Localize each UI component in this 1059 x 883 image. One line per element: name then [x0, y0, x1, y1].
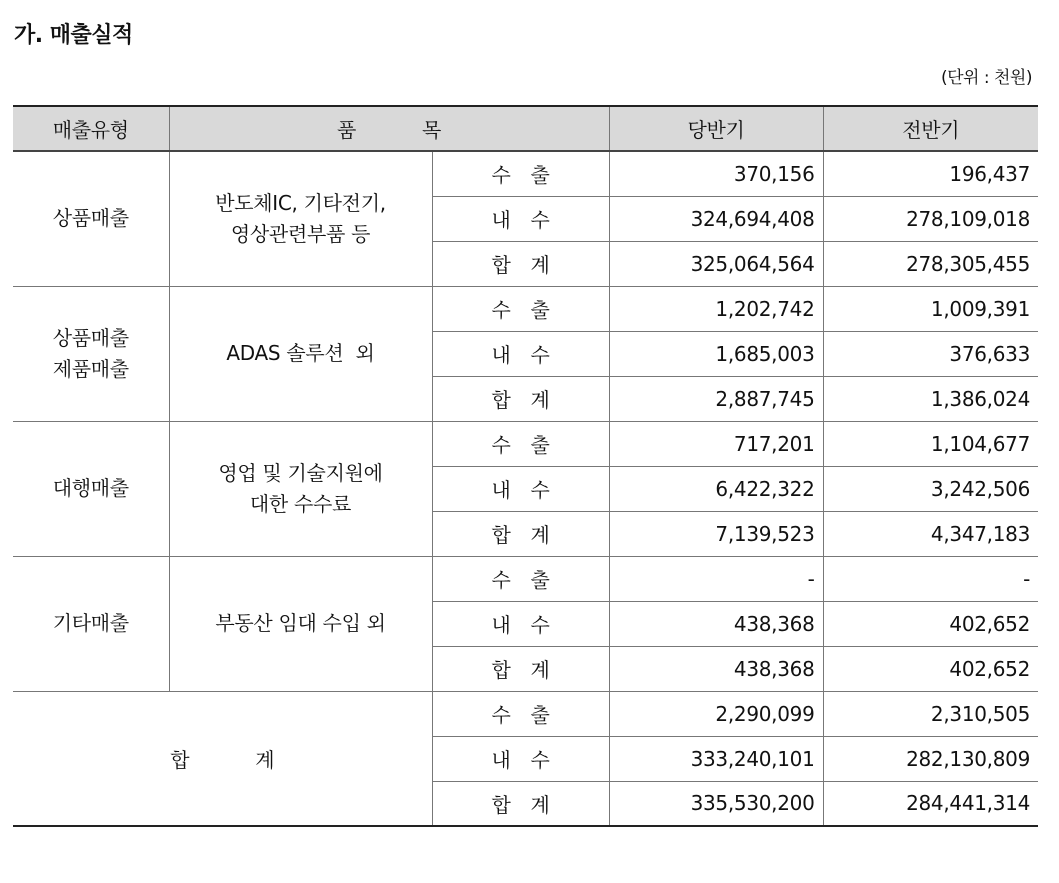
header-previous: 전반기: [823, 106, 1038, 151]
previous-value-cell: 1,104,677: [823, 421, 1038, 466]
sub-label-cell: 내 수: [432, 466, 609, 511]
current-value-cell: 7,139,523: [609, 511, 823, 556]
item-line: 부동산 임대 수입 외: [215, 611, 386, 635]
current-value-cell: 2,290,099: [609, 691, 823, 736]
sub-label-cell: 수 출: [432, 556, 609, 601]
sub-label-cell: 수 출: [432, 421, 609, 466]
sales-type-cell: [13, 421, 169, 556]
item-cell: [169, 556, 432, 691]
previous-value-cell: 196,437: [823, 151, 1038, 196]
sub-label-cell: 수 출: [432, 286, 609, 331]
previous-value-cell: 402,652: [823, 646, 1038, 691]
current-value-cell: 325,064,564: [609, 241, 823, 286]
item-cell: [169, 151, 432, 286]
table-row: [13, 151, 1038, 196]
unit-label: (단위 : 천원): [941, 68, 1032, 88]
current-value-cell: 438,368: [609, 646, 823, 691]
previous-value-cell: 284,441,314: [823, 781, 1038, 826]
current-value-cell: -: [609, 556, 823, 601]
item-cell: [169, 286, 432, 421]
previous-value-cell: 1,386,024: [823, 376, 1038, 421]
sales-type-line: 대행매출: [52, 476, 129, 500]
table-row: [13, 556, 1038, 601]
item-line: 영업 및 기술지원에: [218, 460, 383, 485]
previous-value-cell: 282,130,809: [823, 736, 1038, 781]
sub-label-cell: 내 수: [432, 736, 609, 781]
sub-label-cell: 합 계: [432, 646, 609, 691]
current-value-cell: 333,240,101: [609, 736, 823, 781]
sub-label-cell: 내 수: [432, 331, 609, 376]
item-line: 대한 수수료: [249, 491, 352, 516]
current-value-cell: 1,685,003: [609, 331, 823, 376]
sales-type-line: 제품매출: [52, 356, 129, 381]
previous-value-cell: 278,305,455: [823, 241, 1038, 286]
current-value-cell: 370,156: [609, 151, 823, 196]
current-value-cell: 717,201: [609, 421, 823, 466]
previous-value-cell: 278,109,018: [823, 196, 1038, 241]
sub-label-cell: 수 출: [432, 691, 609, 736]
previous-value-cell: 2,310,505: [823, 691, 1038, 736]
sub-label-cell: 합 계: [432, 781, 609, 826]
current-value-cell: 6,422,322: [609, 466, 823, 511]
item-line: ADAS 솔루션 외: [226, 341, 375, 365]
sub-label-cell: 합 계: [432, 511, 609, 556]
header-item: 품 목: [169, 106, 609, 151]
page-title: 가. 매출실적: [14, 23, 133, 48]
table-row: [13, 286, 1038, 331]
previous-value-cell: 1,009,391: [823, 286, 1038, 331]
current-value-cell: 438,368: [609, 601, 823, 646]
previous-value-cell: 3,242,506: [823, 466, 1038, 511]
table-row: [13, 421, 1038, 466]
current-value-cell: 2,887,745: [609, 376, 823, 421]
sales-table: [13, 105, 1038, 827]
sub-label-cell: 합 계: [432, 376, 609, 421]
table-body: [13, 151, 1038, 826]
previous-value-cell: 402,652: [823, 601, 1038, 646]
sub-label-cell: 합 계: [432, 241, 609, 286]
sales-type-line: 상품매출: [52, 206, 129, 231]
header-current: 당반기: [609, 106, 823, 151]
previous-value-cell: 4,347,183: [823, 511, 1038, 556]
sub-label-cell: 내 수: [432, 196, 609, 241]
item-cell: [169, 421, 432, 556]
header-type: 매출유형: [13, 106, 169, 151]
current-value-cell: 1,202,742: [609, 286, 823, 331]
previous-value-cell: 376,633: [823, 331, 1038, 376]
item-line: 반도체IC, 기타전기,: [215, 190, 386, 215]
sales-type-cell: [13, 286, 169, 421]
previous-value-cell: -: [823, 556, 1038, 601]
sales-type-line: 상품매출: [52, 325, 129, 350]
table-header-row: [13, 106, 1038, 151]
sub-label-cell: 수 출: [432, 151, 609, 196]
total-label-cell: 합 계: [13, 691, 432, 826]
current-value-cell: 335,530,200: [609, 781, 823, 826]
sales-type-cell: [13, 151, 169, 286]
current-value-cell: 324,694,408: [609, 196, 823, 241]
sales-type-line: 기타매출: [52, 611, 129, 635]
total-row: [13, 691, 1038, 736]
item-line: 영상관련부품 등: [230, 221, 371, 246]
sales-type-cell: [13, 556, 169, 691]
sub-label-cell: 내 수: [432, 601, 609, 646]
